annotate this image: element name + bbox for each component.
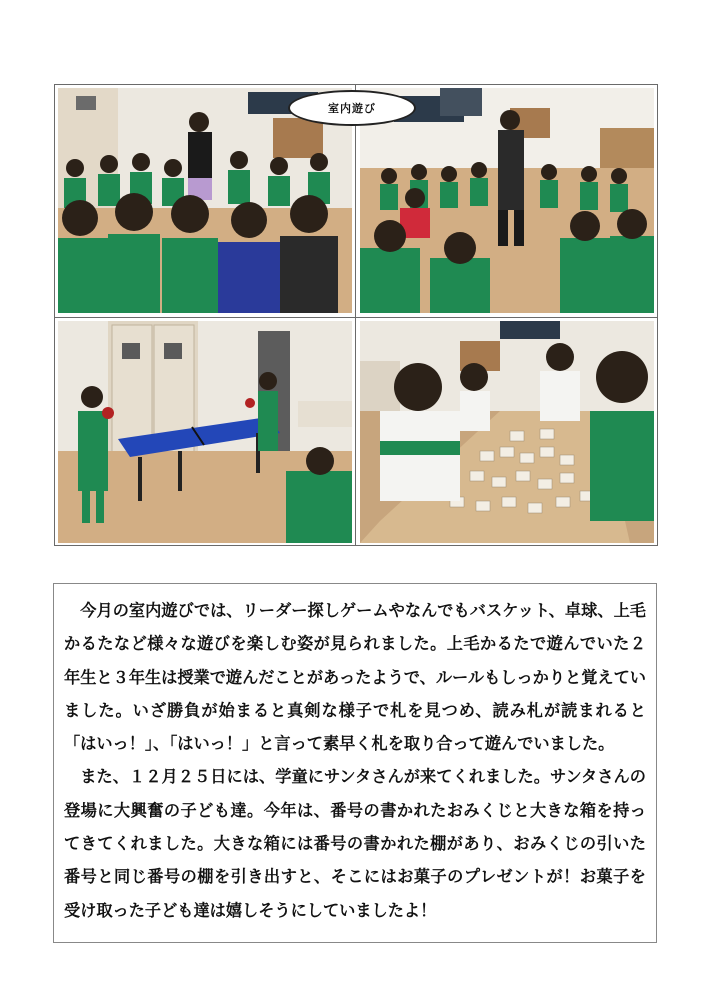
photo-children-clapping-image xyxy=(58,88,352,313)
photo-leader-game-image xyxy=(360,88,654,313)
paragraph-indoor-games: 今月の室内遊びでは、リーダー探しゲームやなんでもバスケット、卓球、上毛かるたなど様々な遊びを楽しむ姿が見られました。上毛かるたで遊んでいた２年生と３年生は授業で遊んだことがあったようで、ルールもしっかりと覚えていました。いざ勝負が始まると真剣な様子で札を見つめ、読み札が読まれると「はいっ！」、「はいっ！」と言って素早く札を取り合って遊んでいました。 xyxy=(64,601,646,754)
photo-table-tennis xyxy=(58,321,352,543)
article-text-box xyxy=(53,583,657,943)
photo-leader-game xyxy=(360,88,654,313)
grid-divider-vertical xyxy=(355,85,356,545)
page-title: 室内遊び xyxy=(288,90,416,126)
grid-divider-horizontal xyxy=(55,317,657,318)
photo-table-tennis-image xyxy=(58,321,352,543)
photo-karuta-game xyxy=(360,321,654,543)
paragraph-santa-visit: また、１２月２５日には、学童にサンタさんが来てくれました。サンタさんの登場に大興奮の子ども達。今年は、番号の書かれたおみくじと大きな箱を持ってきてくれました。大きな箱には番号の書かれた棚があり、おみくじの引いた番号と同じ番号の棚を引き出すと、そこにはお菓子のプレゼントが！お菓子を受け取った子ども達は嬉しそうにしていましたよ！ xyxy=(64,767,646,920)
photo-children-clapping xyxy=(58,88,352,313)
photo-karuta-game-image xyxy=(360,321,654,543)
photo-grid xyxy=(54,84,658,546)
